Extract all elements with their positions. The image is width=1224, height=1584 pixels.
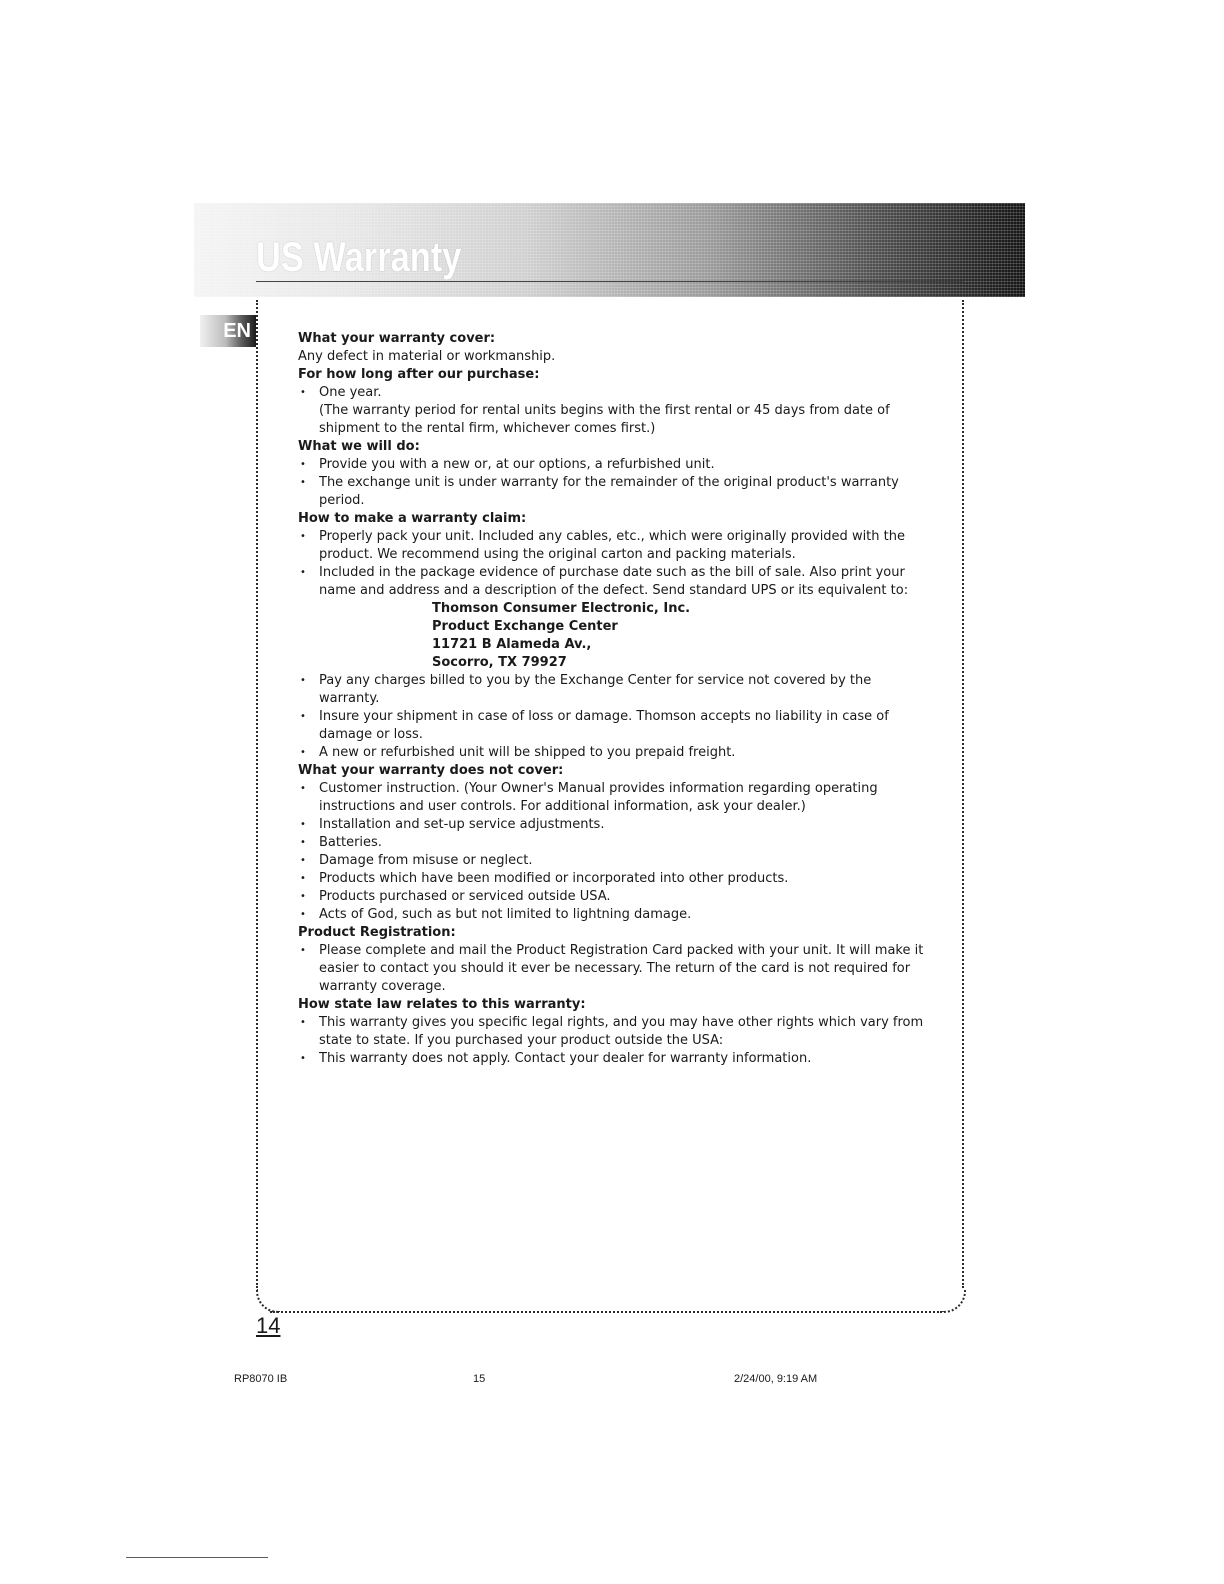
language-tab	[200, 315, 256, 347]
section-warranty-cover	[298, 330, 926, 366]
list-item: • This warranty does not apply. Contact your dealer for warranty information.	[298, 1050, 926, 1068]
list-item: • Included in the package evidence of purchase date such as the bill of sale. Also print your name and address and a description of the defect. Send standard UPS or its equivalent to:	[298, 564, 926, 600]
left-dotted-border	[256, 300, 258, 1288]
list-item: • Acts of God, such as but not limited to lightning damage.	[298, 906, 926, 924]
list-item: • Products purchased or serviced outside USA.	[298, 888, 926, 906]
bottom-left-dotted-corner	[256, 1289, 280, 1313]
bullet-list	[298, 942, 926, 996]
section-heading: What your warranty cover:	[298, 331, 496, 346]
bullet-list	[298, 780, 926, 924]
bullet-list	[298, 456, 926, 510]
section-heading: What your warranty does not cover:	[298, 763, 564, 778]
title-underline	[256, 281, 963, 282]
list-item: • This warranty gives you specific legal rights, and you may have other rights which vary from state to state. If you purchased your product outside the USA:	[298, 1014, 926, 1050]
section-state-law	[298, 996, 926, 1068]
section-heading: How state law relates to this warranty:	[298, 997, 586, 1012]
list-item: • Properly pack your unit. Included any cables, etc., which were originally provided with the product. We recommend using the original carton and packing materials.	[298, 528, 926, 564]
exchange-center-address	[298, 600, 926, 672]
bullet-list	[298, 528, 926, 600]
section-what-we-will-do	[298, 438, 926, 510]
list-item: • Customer instruction. (Your Owner's Manual provides information regarding operating instructions and user controls. For additional information, ask your dealer.)	[298, 780, 926, 816]
list-item: • One year.	[298, 384, 926, 402]
language-tab-label: EN	[223, 320, 251, 342]
address-line: Socorro, TX 79927	[432, 655, 567, 670]
bottom-dotted-border	[270, 1311, 942, 1313]
bullet-list	[298, 384, 926, 402]
section-warranty-duration	[298, 366, 926, 438]
rental-note: (The warranty period for rental units begins with the first rental or 45 days from date of shipment to the rental firm, whichever comes first.)	[319, 403, 890, 436]
list-item: • The exchange unit is under warranty for the remainder of the original product's warranty period.	[298, 474, 926, 510]
list-item: • Insure your shipment in case of loss or damage. Thomson accepts no liability in case of damage or loss.	[298, 708, 926, 744]
page-number: 14	[256, 1313, 281, 1338]
address-line: Thomson Consumer Electronic, Inc.	[432, 601, 691, 616]
list-item: • Please complete and mail the Product Registration Card packed with your unit. It will make it easier to contact you should it ever be necessary. The return of the card is not required for warranty coverage.	[298, 942, 926, 996]
bullet-list	[298, 672, 926, 762]
page-title: US Warranty	[256, 233, 462, 280]
list-item: • A new or refurbished unit will be shipped to you prepaid freight.	[298, 744, 926, 762]
footer-doc-id: RP8070 IB	[234, 1373, 288, 1385]
bullet-list	[298, 1014, 926, 1068]
section-heading: Product Registration:	[298, 925, 456, 940]
list-item: • Installation and set-up service adjustments.	[298, 816, 926, 834]
title-banner	[194, 203, 1025, 297]
footer-timestamp: 2/24/00, 9:19 AM	[734, 1373, 818, 1385]
section-heading: For how long after our purchase:	[298, 367, 540, 382]
warranty-content	[298, 330, 926, 1068]
bottom-right-dotted-corner	[942, 1289, 966, 1313]
right-dotted-border	[962, 300, 964, 1288]
paragraph: Any defect in material or workmanship.	[298, 349, 556, 364]
address-line: Product Exchange Center	[432, 619, 618, 634]
list-item: • Provide you with a new or, at our options, a refurbished unit.	[298, 456, 926, 474]
section-heading: How to make a warranty claim:	[298, 511, 527, 526]
link-underline	[126, 1557, 268, 1558]
list-item: • Products which have been modified or incorporated into other products.	[298, 870, 926, 888]
section-heading: What we will do:	[298, 439, 420, 454]
section-not-covered	[298, 762, 926, 924]
list-item: • Batteries.	[298, 834, 926, 852]
list-item: • Pay any charges billed to you by the Exchange Center for service not covered by the warranty.	[298, 672, 926, 708]
section-warranty-claim	[298, 510, 926, 762]
footer-sheet-number: 15	[473, 1373, 486, 1385]
list-item: • Damage from misuse or neglect.	[298, 852, 926, 870]
address-line: 11721 B Alameda Av.,	[432, 637, 592, 652]
section-product-registration	[298, 924, 926, 996]
